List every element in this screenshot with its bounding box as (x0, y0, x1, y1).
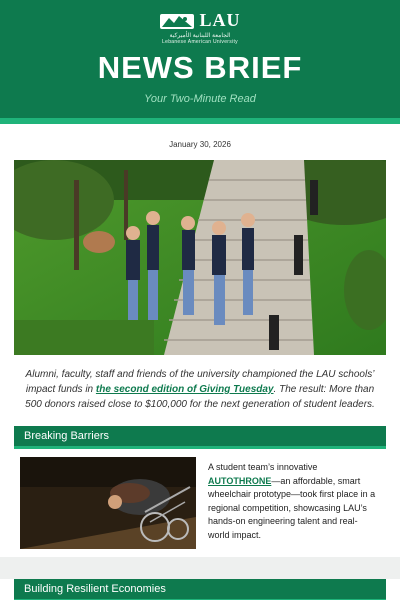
intro-paragraph (14, 355, 386, 426)
header (0, 0, 400, 118)
campus-stairs-photo[interactable] (14, 160, 386, 355)
section-heading: Building Resilient Economies (14, 579, 386, 600)
newsletter-content (0, 124, 400, 600)
section-heading: Breaking Barriers (14, 426, 386, 449)
section-breaking-barriers (14, 426, 386, 557)
intro-text-end: . The result: More than 500 donors raised close to $100,000 for the next generation of student leaders. (25, 384, 375, 410)
intro-text-start: Alumni, faculty, staff and friends of the university championed the LAU schools’ impact funds in (25, 369, 375, 395)
story-autothrone (14, 449, 386, 557)
autothrone-link[interactable]: AUTOTHRONE (208, 475, 272, 486)
story-text (208, 457, 378, 542)
giving-tuesday-link[interactable]: the second edition of Giving Tuesday (95, 384, 274, 395)
lau-logo-icon (159, 12, 195, 30)
section-gap (0, 557, 400, 579)
story-text-end: —an affordable, smart wheelchair prototype—took first place in a regional competition, showcasing LAU’s hands-on engineering talent and real-world impact. (208, 475, 376, 540)
wheelchair-prototype-photo[interactable] (20, 457, 196, 549)
issue-date: January 30, 2026 (169, 140, 231, 149)
newsletter-tagline: Your Two-Minute Read (144, 93, 256, 105)
story-text-start: A student team’s innovative (208, 462, 318, 472)
newsletter-title: NEWS BRIEF (97, 50, 303, 85)
logo-text: LAU (199, 10, 241, 30)
lau-logo[interactable] (0, 10, 400, 44)
logo-subtitle: Lebanese American University (162, 39, 238, 45)
section-building-resilient-economies (0, 579, 400, 600)
logo-arabic-text: الجامعة اللبنانية الأميركية (169, 33, 231, 39)
